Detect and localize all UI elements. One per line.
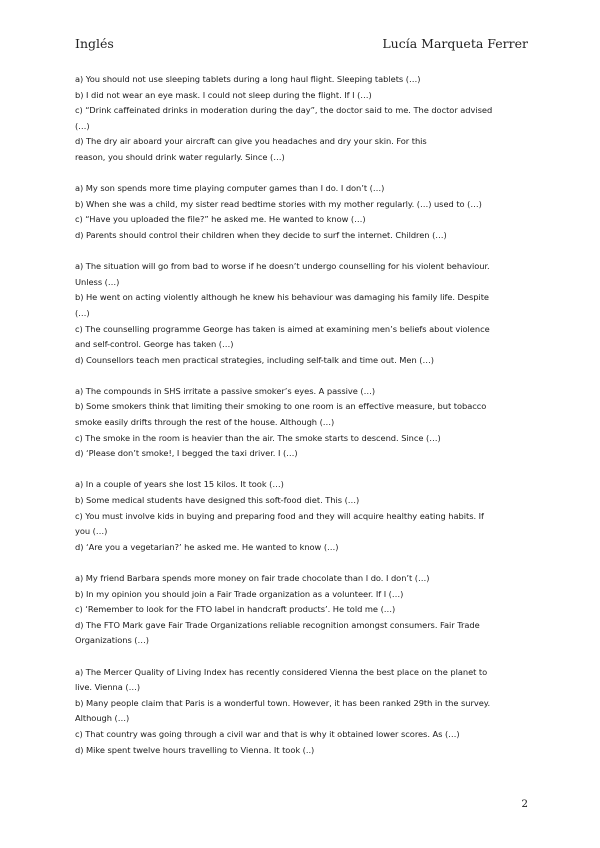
exercise-block [75,72,528,166]
page-header [75,36,528,51]
exercise-block [75,477,528,555]
page-number: 2 [521,798,528,810]
exercise-line: a) My friend Barbara spends more money on fair trade chocolate than I do. I don’t (…) [75,573,430,583]
exercise-line: c) The counselling programme George has taken is aimed at examining men’s beliefs about violence [75,323,490,334]
exercise-line: reason, you should drink water regularly. Since (…) [75,151,285,162]
exercise-line: (…) [75,120,90,131]
exercise-line: b) I did not wear an eye mask. I could not sleep during the flight. If I (…) [75,89,372,100]
exercise-block [75,384,528,462]
exercise-line: Unless (…) [75,276,120,287]
exercise-line: d) The dry air aboard your aircraft can give you headaches and dry your skin. For this [75,136,427,147]
header-author: Lucía Marqueta Ferrer [382,36,528,51]
exercise-line: c) You must involve kids in buying and preparing food and they will acquire healthy eating habits. If [75,510,484,521]
exercise-line: and self-control. George has taken (…) [75,339,234,350]
exercise-line: d) Counsellors teach men practical strategies, including self-talk and time out. Men (…) [75,354,434,365]
exercise-block [75,259,528,368]
exercise-line: you (…) [75,526,108,537]
exercise-line: Organizations (…) [75,635,149,646]
exercise-line: c) “Drink caffeinated drinks in moderation during the day”, the doctor said to me. The doctor advised [75,105,493,116]
exercise-line: a) You should not use sleeping tablets during a long haul flight. Sleeping tablets (…) [75,74,421,84]
exercise-line: d) ‘Please don’t smoke!, I begged the taxi driver. I (…) [75,448,298,459]
exercise-line: c) That country was going through a civil war and that is why it obtained lower scores. As (…) [75,728,460,739]
exercise-line: d) ‘Are you a vegetarian?’ he asked me. He wanted to know (…) [75,541,339,552]
exercise-line: c) The smoke in the room is heavier than the air. The smoke starts to descend. Since (…) [75,432,441,443]
exercise-line: b) In my opinion you should join a Fair Trade organization as a volunteer. If I (…) [75,588,404,599]
header-subject: Inglés [75,36,114,51]
exercise-line: b) Many people claim that Paris is a wonderful town. However, it has been ranked 29th in the survey. [75,697,491,708]
exercise-line: d) Mike spent twelve hours travelling to Vienna. It took (..) [75,744,315,755]
exercise-line: live. Vienna (…) [75,682,141,693]
exercise-line: a) The compounds in SHS irritate a passive smoker’s eyes. A passive (…) [75,385,376,396]
exercise-line: smoke easily drifts through the rest of the house. Although (…) [75,417,335,428]
exercise-line: d) The FTO Mark gave Fair Trade Organizations reliable recognition amongst consumers. Fair Trade [75,619,480,630]
exercise-line: c) “Have you uploaded the file?” he asked me. He wanted to know (…) [75,214,366,225]
exercise-line: b) He went on acting violently although he knew his behaviour was damaging his family life. Despite [75,292,489,303]
exercise-block [75,665,528,759]
exercise-line: d) Parents should control their children when they decide to surf the internet. Children (…) [75,229,447,240]
exercise-line: a) In a couple of years she lost 15 kilos. It took (…) [75,479,284,490]
exercise-content [75,72,528,774]
exercise-line: b) When she was a child, my sister read bedtime stories with my mother regularly. (…) used to (…) [75,198,482,209]
exercise-line: a) The situation will go from bad to worse if he doesn’t undergo counselling for his violent behaviour. [75,261,490,272]
exercise-block [75,571,528,649]
exercise-line: b) Some smokers think that limiting their smoking to one room is an effective measure, but tobacco [75,401,487,412]
exercise-line: a) The Mercer Quality of Living Index has recently considered Vienna the best place on the planet to [75,666,488,677]
exercise-line: c) ‘Remember to look for the FTO label in handcraft products’. He told me (…) [75,604,396,615]
exercise-block [75,181,528,243]
exercise-line: a) My son spends more time playing computer games than I do. I don’t (…) [75,183,385,194]
exercise-line: Although (…) [75,713,130,724]
exercise-line: (…) [75,307,90,318]
exercise-line: b) Some medical students have designed this soft-food diet. This (…) [75,495,360,506]
